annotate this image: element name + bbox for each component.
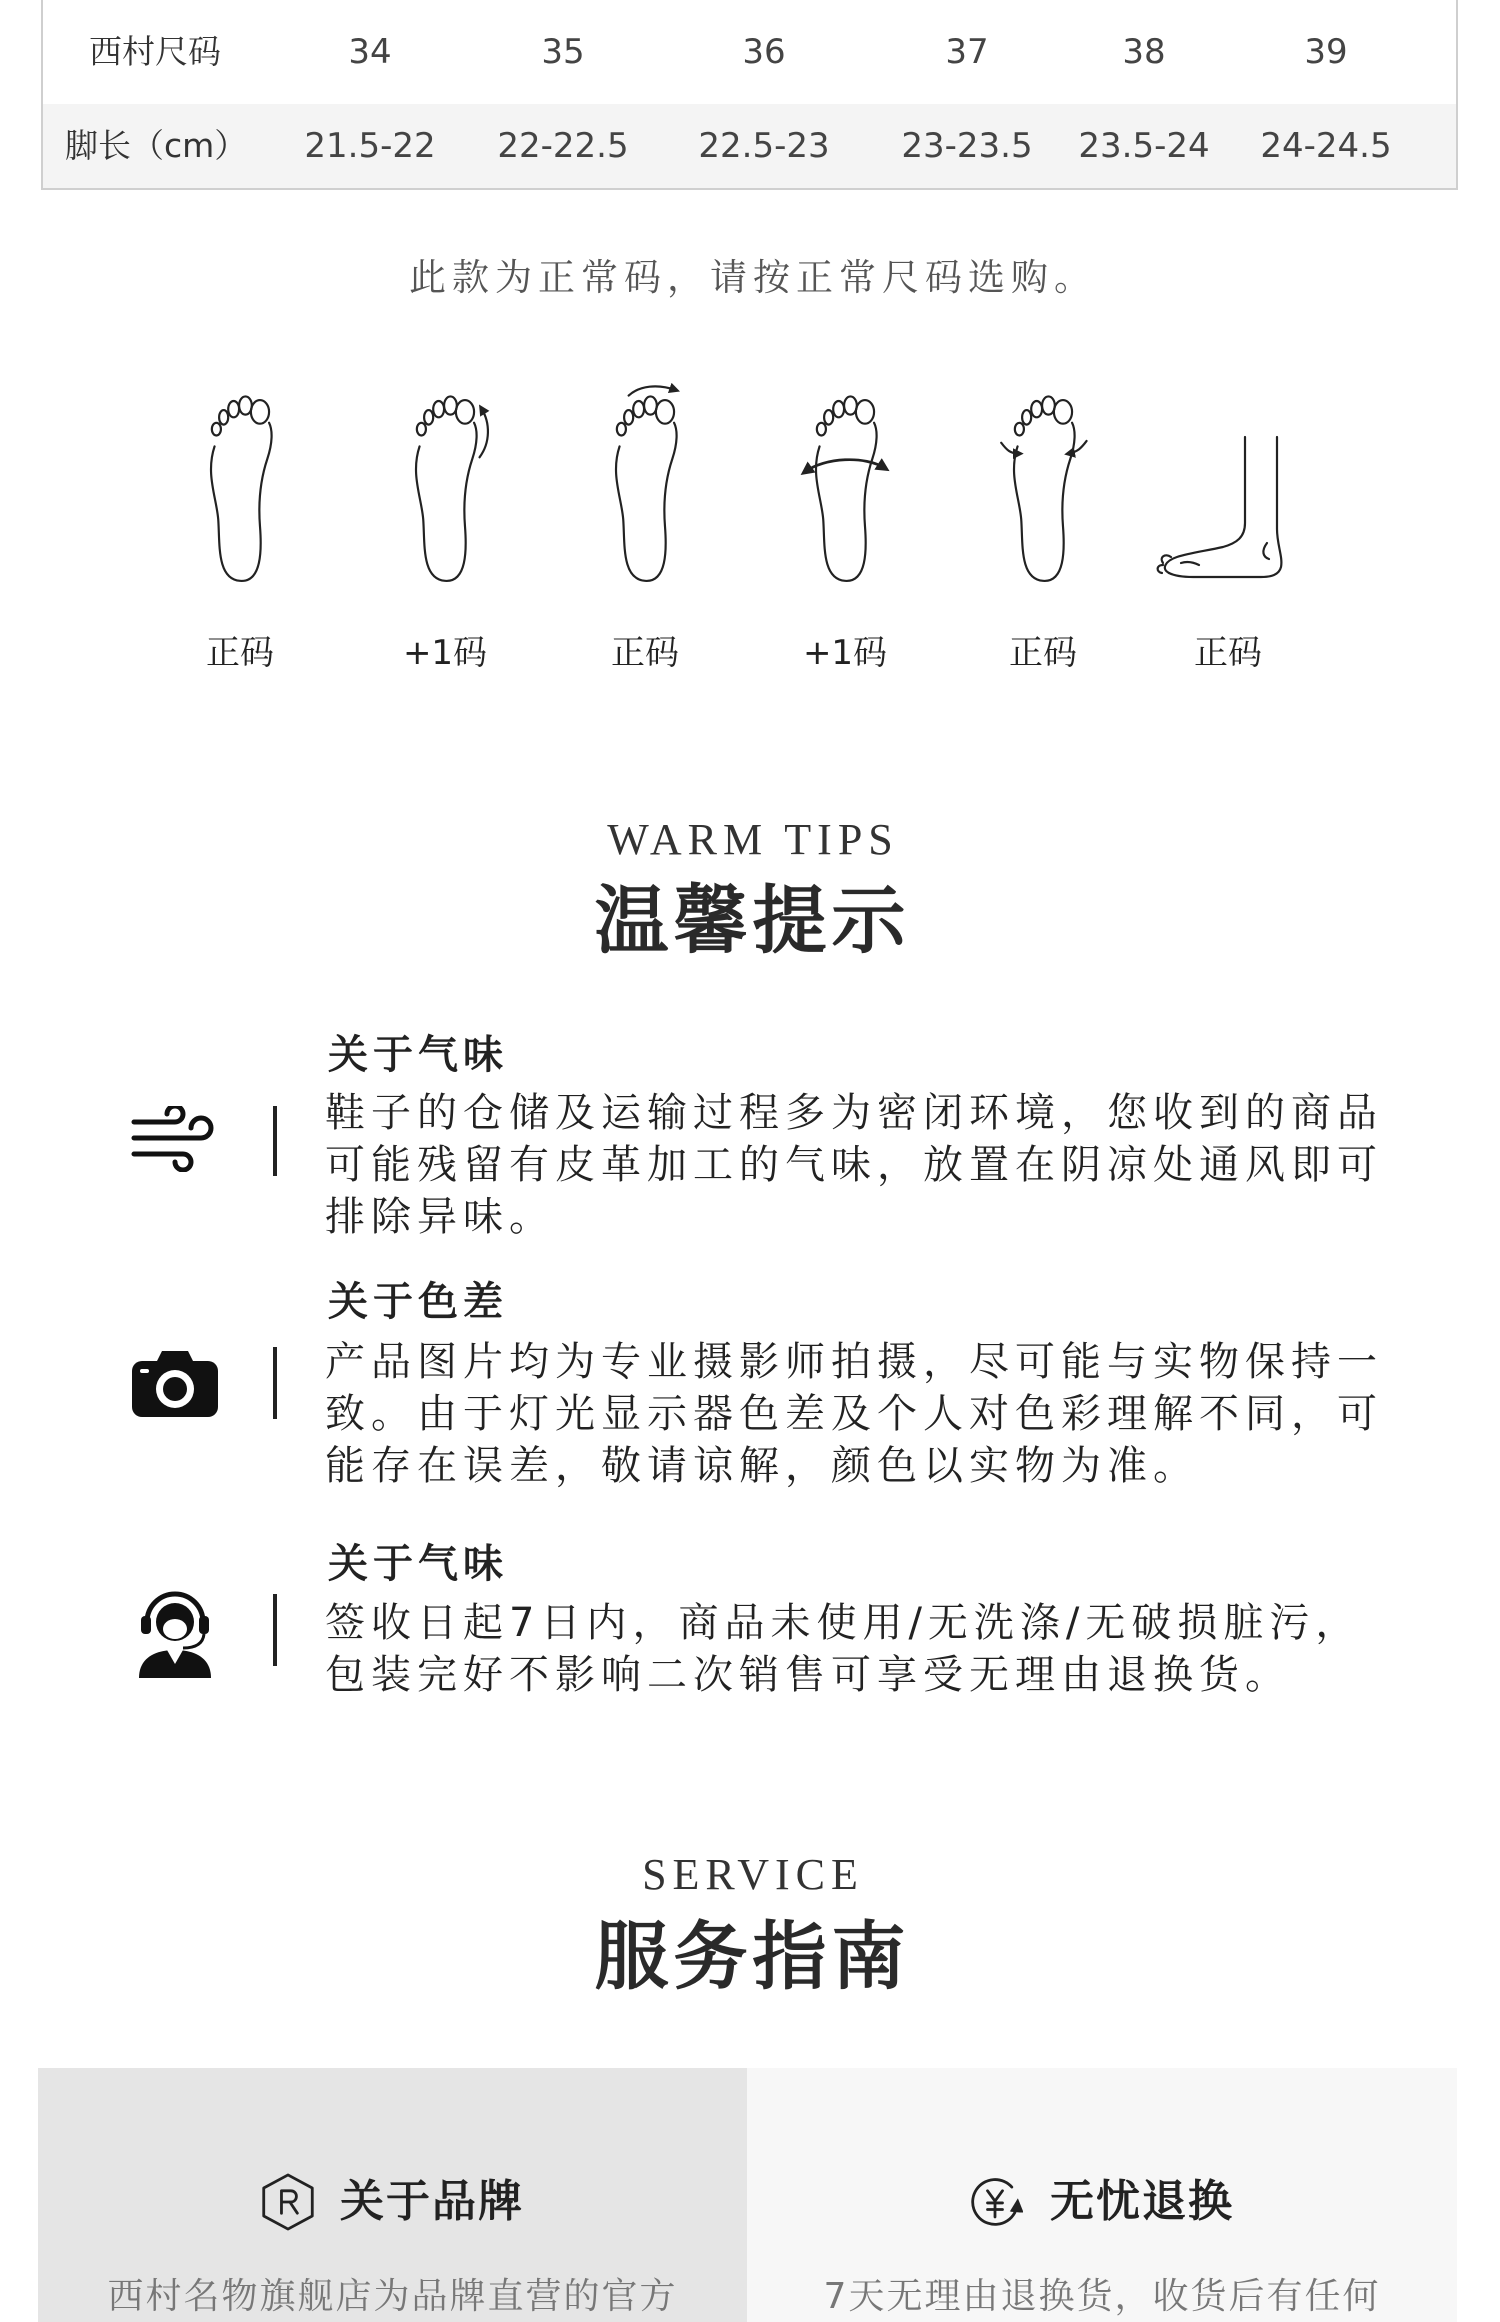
foot-sole-icon — [190, 381, 290, 599]
size-cell: 36 — [742, 32, 786, 72]
service-title-en: SERVICE — [642, 1850, 864, 1899]
tip-title: 关于气味 — [328, 1541, 508, 1587]
service-card-brand — [38, 2068, 747, 2322]
foot-length-cell: 23.5-24 — [1078, 126, 1210, 166]
tip-line: 能存在误差，敬请谅解，颜色以实物为准。 — [325, 1443, 1199, 1489]
tip-divider — [273, 1106, 277, 1176]
customer-service-icon — [133, 1578, 217, 1678]
foot-guide-item — [565, 381, 725, 681]
foot-length-cell: 22-22.5 — [497, 126, 629, 166]
size-cell: 35 — [541, 32, 585, 72]
yuan-exchange-icon — [967, 2174, 1023, 2230]
foot-length-row-label: 脚长（cm） — [65, 126, 248, 165]
foot-narrow-icon — [993, 381, 1093, 599]
size-table — [41, 0, 1458, 190]
foot-guide-item — [765, 381, 925, 681]
foot-guide-item — [1148, 381, 1308, 681]
foot-guide-label: 正码 — [206, 633, 274, 673]
foot-guide-label: 正码 — [1009, 633, 1077, 673]
size-cell: 38 — [1122, 32, 1166, 72]
foot-wide-icon — [795, 381, 895, 599]
tip-title: 关于气味 — [328, 1032, 508, 1078]
service-card-text: 7天无理由退换货，收货后有任何 — [823, 2276, 1381, 2317]
tip-line: 致。由于灯光显示器色差及个人对色彩理解不同，可 — [325, 1391, 1383, 1437]
service-title-cn: 服务指南 — [594, 1914, 911, 2000]
size-row-label: 西村尺码 — [89, 32, 221, 71]
foot-guide-label: 正码 — [611, 633, 679, 673]
tip-line: 产品图片均为专业摄影师拍摄，尽可能与实物保持一 — [325, 1339, 1383, 1385]
foot-toe-length-icon — [595, 381, 695, 599]
service-card-text: 西村名物旗舰店为品牌直营的官方 — [107, 2276, 678, 2317]
warm-tips-title-en: WARM TIPS — [607, 815, 899, 864]
foot-length-row — [43, 104, 1456, 188]
service-card-exchange — [747, 2068, 1457, 2322]
size-cell: 39 — [1304, 32, 1348, 72]
tip-title: 关于色差 — [328, 1279, 508, 1325]
tip-divider — [273, 1594, 277, 1666]
wind-icon — [129, 1106, 221, 1172]
tip-body — [325, 1087, 1383, 1243]
foot-length-cell: 21.5-22 — [304, 126, 436, 166]
foot-toe-curve-icon — [395, 381, 495, 599]
warm-tips-title-cn: 温馨提示 — [594, 878, 911, 964]
foot-guide-item — [963, 381, 1123, 681]
foot-length-cell: 24-24.5 — [1260, 126, 1392, 166]
size-row — [43, 0, 1456, 104]
tip-line: 包装完好不影响二次销售可享受无理由退换货。 — [325, 1652, 1291, 1698]
foot-side-icon — [1153, 433, 1303, 583]
service-card-title: 关于品牌 — [340, 2176, 524, 2227]
foot-guide-label: +1码 — [402, 633, 488, 673]
size-cell: 37 — [945, 32, 989, 72]
tip-body — [325, 1597, 1361, 1701]
service-card-title: 无忧退换 — [1050, 2176, 1234, 2227]
camera-icon — [130, 1347, 220, 1419]
foot-guide-label: +1码 — [802, 633, 888, 673]
tip-line: 可能残留有皮革加工的气味，放置在阴凉处通风即可 — [325, 1142, 1383, 1188]
tip-divider — [273, 1347, 277, 1419]
tip-line: 签收日起7日内，商品未使用/无洗涤/无破损脏污， — [325, 1600, 1362, 1646]
foot-length-cell: 23-23.5 — [901, 126, 1033, 166]
foot-length-cell: 22.5-23 — [698, 126, 830, 166]
tip-line: 鞋子的仓储及运输过程多为密闭环境，您收到的商品 — [325, 1090, 1383, 1136]
size-note: 此款为正常码，请按正常尺码选购。 — [409, 256, 1097, 299]
foot-guide-item — [365, 381, 525, 681]
tip-line: 排除异味。 — [325, 1194, 555, 1240]
tip-body — [325, 1336, 1383, 1492]
foot-guide-item — [160, 381, 320, 681]
size-cell: 34 — [348, 32, 392, 72]
registered-brand-icon — [260, 2171, 316, 2233]
foot-guide-label: 正码 — [1194, 633, 1262, 673]
